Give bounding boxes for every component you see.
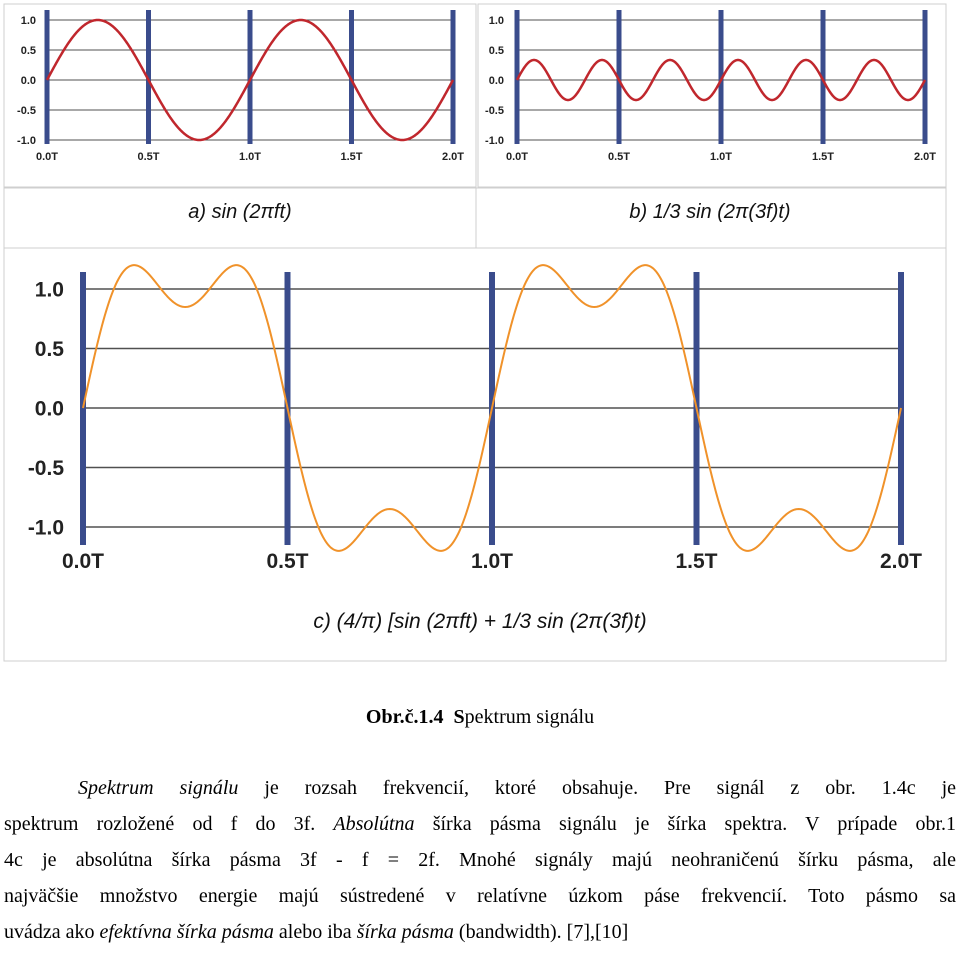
x-tick-label: 2.0T [441,151,465,163]
x-tick-label: 0.5T [266,550,309,573]
y-tick-label: 1.0 [20,14,36,27]
paragraph-line-2 [4,806,956,842]
x-tick-label: 1.5T [675,550,718,573]
y-tick-label: 0.0 [34,397,64,421]
x-tick-label: 0.5T [607,151,631,163]
y-tick-label: 1.0 [34,278,64,302]
paragraph-text: šírka pásma signálu je šírka spektra. V prípade obr.1 [414,813,957,835]
y-tick-label: 0.5 [20,44,36,57]
y-tick-label: -1.0 [27,516,64,540]
term-absolutna: Absolútna [333,813,415,835]
caption-label: Obr.č.1.4 [365,706,444,728]
chart-title: a) sin (2πft) [188,201,292,223]
x-tick-label: 1.0T [709,151,733,163]
paragraph-text: alebo iba [273,921,357,943]
y-tick-label: 0.0 [20,74,36,87]
paragraph-line-5 [4,914,956,950]
caption-rest: pektrum signálu [464,706,595,728]
term-sirka-pasma: šírka pásma [356,921,454,943]
x-tick-label: 2.0T [879,550,923,573]
x-tick-label: 0.5T [137,151,160,163]
x-tick-label: 0.0T [61,550,105,573]
term-efektivna-sirka-pasma: efektívna šírka pásma [99,921,274,943]
caption-bold-initial: S [453,706,465,728]
x-tick-label: 1.5T [340,151,363,163]
y-tick-label: 0.0 [488,74,504,87]
panel-c-frame [4,248,946,661]
paragraph-line-3: 4c je absolútna šírka pásma 3f - f = 2f. Mnohé signály majú neohraničenú šírku pásma, ale [4,849,956,871]
y-tick-label: 0.5 [488,44,504,57]
title-strip [4,188,946,248]
x-tick-label: 1.5T [811,151,835,163]
x-tick-label: 2.0T [913,151,937,163]
y-tick-label: -1.0 [485,134,504,147]
y-tick-label: -0.5 [485,104,504,117]
paragraph-text: (bandwidth). [7],[10] [453,921,629,943]
paragraph-text: uvádza ako [4,921,100,943]
y-tick-label: 0.5 [34,338,64,362]
paragraph-line-1 [4,770,956,806]
paragraph-line-4: najväčšie množstvo energie majú sústredené v relatívne úzkom páse frekvencií. Toto pásmo sa [4,885,956,907]
x-tick-label: 1.0T [238,151,262,163]
y-tick-label: 1.0 [488,14,504,27]
y-tick-label: -1.0 [17,134,36,147]
chart-title: c) (4/π) [sin (2πft) + 1/3 sin (2π(3f)t) [313,610,647,633]
body-paragraph [4,770,956,950]
term-spektrum-signalu: Spektrum signálu [78,777,239,799]
y-tick-label: -0.5 [27,457,64,481]
x-tick-label: 1.0T [470,550,514,573]
x-tick-label: 0.0T [35,151,59,163]
y-tick-label: -0.5 [17,104,36,117]
paragraph-text: spektrum rozložené od f do 3f. [4,813,334,835]
x-tick-label: 0.0T [505,151,529,163]
figure-caption [0,706,960,729]
chart-title: b) 1/3 sin (2π(3f)t) [629,201,791,223]
paragraph-text: je rozsah frekvencií, ktoré obsahuje. Pre signál z obr. 1.4c je [238,777,957,799]
